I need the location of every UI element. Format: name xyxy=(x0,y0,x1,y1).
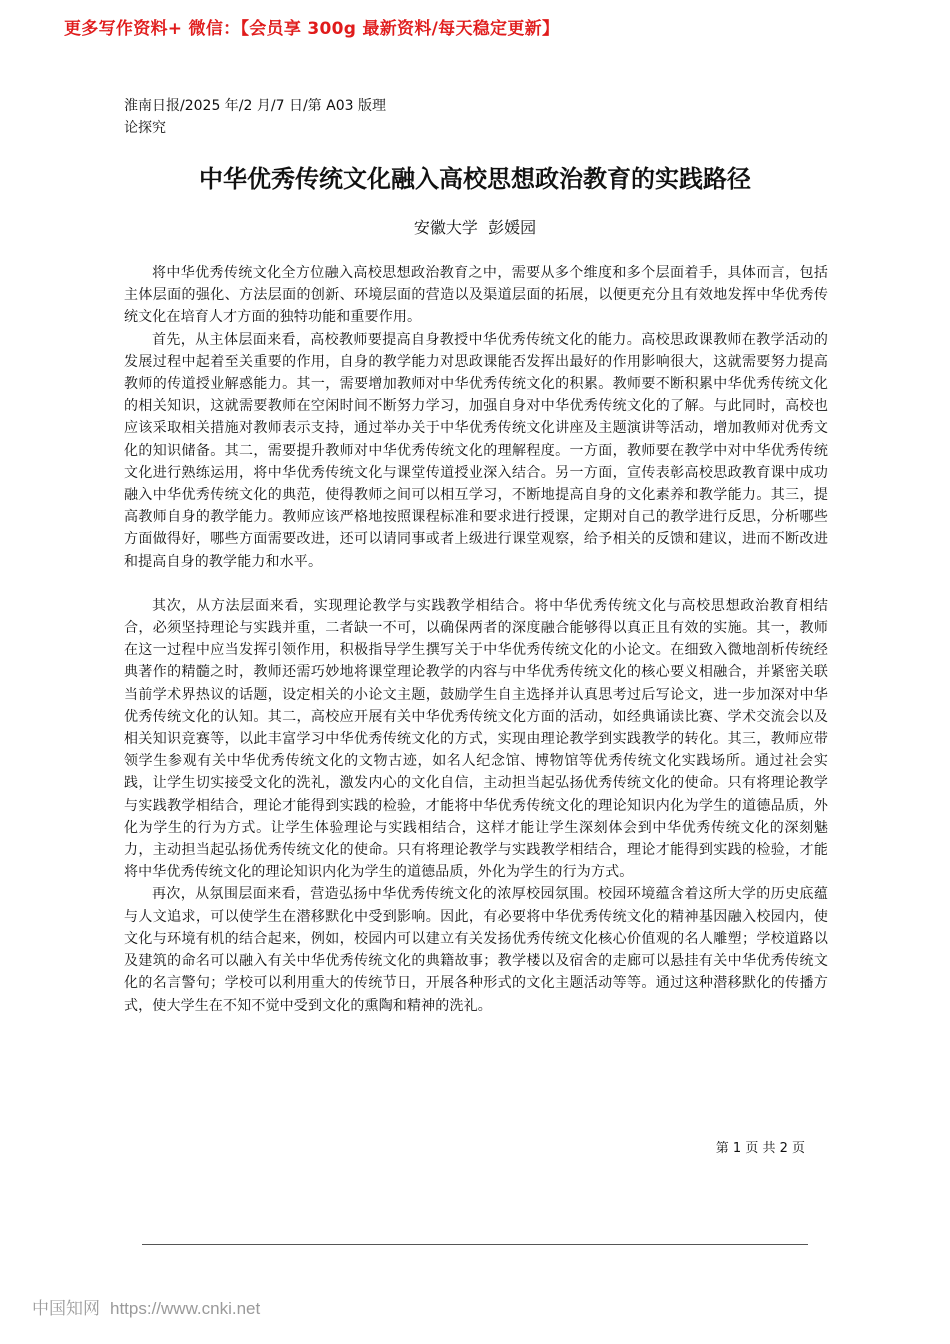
article-author: 安徽大学 彭媛园 xyxy=(413,218,537,237)
page-number: 第 1 页 共 2 页 xyxy=(715,1141,805,1156)
footer-divider xyxy=(142,1244,808,1245)
promo-banner: 更多写作资料+ 微信：【会员享 300g 最新资料/每天稳定更新】 xyxy=(64,19,560,39)
article-title: 中华优秀传统文化融入高校思想政治教育的实践路径 xyxy=(199,165,751,193)
cnki-watermark xyxy=(32,1294,260,1319)
paragraph-subject-level: 首先，从主体层面来看，高校教师要提高自身教授中华优秀传统文化的能力。高校思政课教师在教学活动的发展过程中起着至关重要的作用，自身的教学能力对思政课能否发挥出最好的作用影响很大，这就需要努力提高教师的传道授业解惑能力。其一，需要增加教师对中华优秀传统文化的积累。教师要不断积累中华优秀传统文化的相关知识，这就需要教师在空闲时间不断努力学习，加强自身对中华优秀传统文化的了解。与此同时，高校也应该采取相关措施对教师表示支持，通过举办关于中华优秀传统文化讲座及主题演讲等活动，增加教师对优秀文化的知识储备。其二，需要提升教师对中华优秀传统文化的理解程度。一方面，教师要在教学中对中华优秀传统文化进行熟练运用，将中华优秀传统文化与课堂传道授业深入结合。另一方面，宣传表彰高校思政教育课中成功融入中华优秀传统文化的典范，使得教师之间可以相互学习，不断地提高自身的文化素养和教学能力。其三，提高教师自身的教学能力。教师应该严格地按照课程标准和要求进行授课，定期对自己的教学进行反思，分析哪些方面做得好，哪些方面需要改进，还可以请同事或者上级进行课堂观察，给予相关的反馈和建议，进而不断改进和提高自身的教学能力和水平。 xyxy=(124,331,828,570)
watermark-brand: 中国知网 xyxy=(32,1299,100,1318)
publication-source: 淮南日报/2025 年/2 月/7 日/第 A03 版理论探究 xyxy=(124,98,386,136)
paragraph-intro: 将中华优秀传统文化全方位融入高校思想政治教育之中，需要从多个维度和多个层面着手，具体而言，包括主体层面的强化、方法层面的创新、环境层面的营造以及渠道层面的拓展，以便更充分且有效地发挥中华优秀传统文化在培育人才方面的独特功能和重要作用。 xyxy=(124,265,828,326)
article-body xyxy=(124,262,828,1017)
paragraph-atmosphere-level: 再次，从氛围层面来看，营造弘扬中华优秀传统文化的浓厚校园氛围。校园环境蕴含着这所大学的历史底蕴与人文追求，可以使学生在潜移默化中受到影响。因此，有必要将中华优秀传统文化的精神基因融入校园内，使文化与环境有机的结合起来，例如，校园内可以建立有关发扬优秀传统文化核心价值观的名人雕塑；学校道路以及建筑的命名可以融入有关中华优秀传统文化的典籍故事；教学楼以及宿舍的走廊可以悬挂有关中华优秀传统文化的名言警句；学校可以利用重大的传统节日，开展各种形式的文化主题活动等等。通过这种潜移默化的传播方式，使大学生在不知不觉中受到文化的熏陶和精神的洗礼。 xyxy=(124,886,828,1014)
paragraph-method-level: 其次，从方法层面来看，实现理论教学与实践教学相结合。将中华优秀传统文化与高校思想政治教育相结合，必须坚持理论与实践并重，二者缺一不可，以确保两者的深度融合能够得以真正且有效的实施。其一，教师在这一过程中应当发挥引领作用，积极指导学生撰写关于中华优秀传统文化的小论文。在细致入微地剖析传统经典著作的精髓之时，教师还需巧妙地将课堂理论教学的内容与中华优秀传统文化的核心要义相融合，并紧密关联当前学术界热议的话题，设定相关的小论文主题，鼓励学生自主选择并认真思考过后写论文，进一步加深对中华优秀传统文化的认知。其二，高校应开展有关中华优秀传统文化方面的活动，如经典诵读比赛、学术交流会以及相关知识竞赛等，以此丰富学习中华优秀传统文化的方式，实现由理论教学到实践教学的转化。其三，教师应带领学生参观有关中华优秀传统文化的文物古迹，如名人纪念馆、博物馆等优秀传统文化实践场所。通过社会实践，让学生切实接受文化的洗礼，激发内心的文化自信，主动担当起弘扬优秀传统文化的使命。只有将理论教学与实践教学相结合，理论才能得到实践的检验，才能将中华优秀传统文化的理论知识内化为学生的道德品质，外化为学生的行为方式。让学生体验理论与实践相结合，这样才能让学生深刻体会到中华优秀传统文化的深刻魅力，主动担当起弘扬优秀传统文化的使命。只有将理论教学与实践教学相结合，理论才能得到实践的检验，才能将中华优秀传统文化的理论知识内化为学生的道德品质，外化为学生的行为方式。 xyxy=(124,597,828,881)
watermark-url: https://www.cnki.net xyxy=(110,1299,261,1318)
